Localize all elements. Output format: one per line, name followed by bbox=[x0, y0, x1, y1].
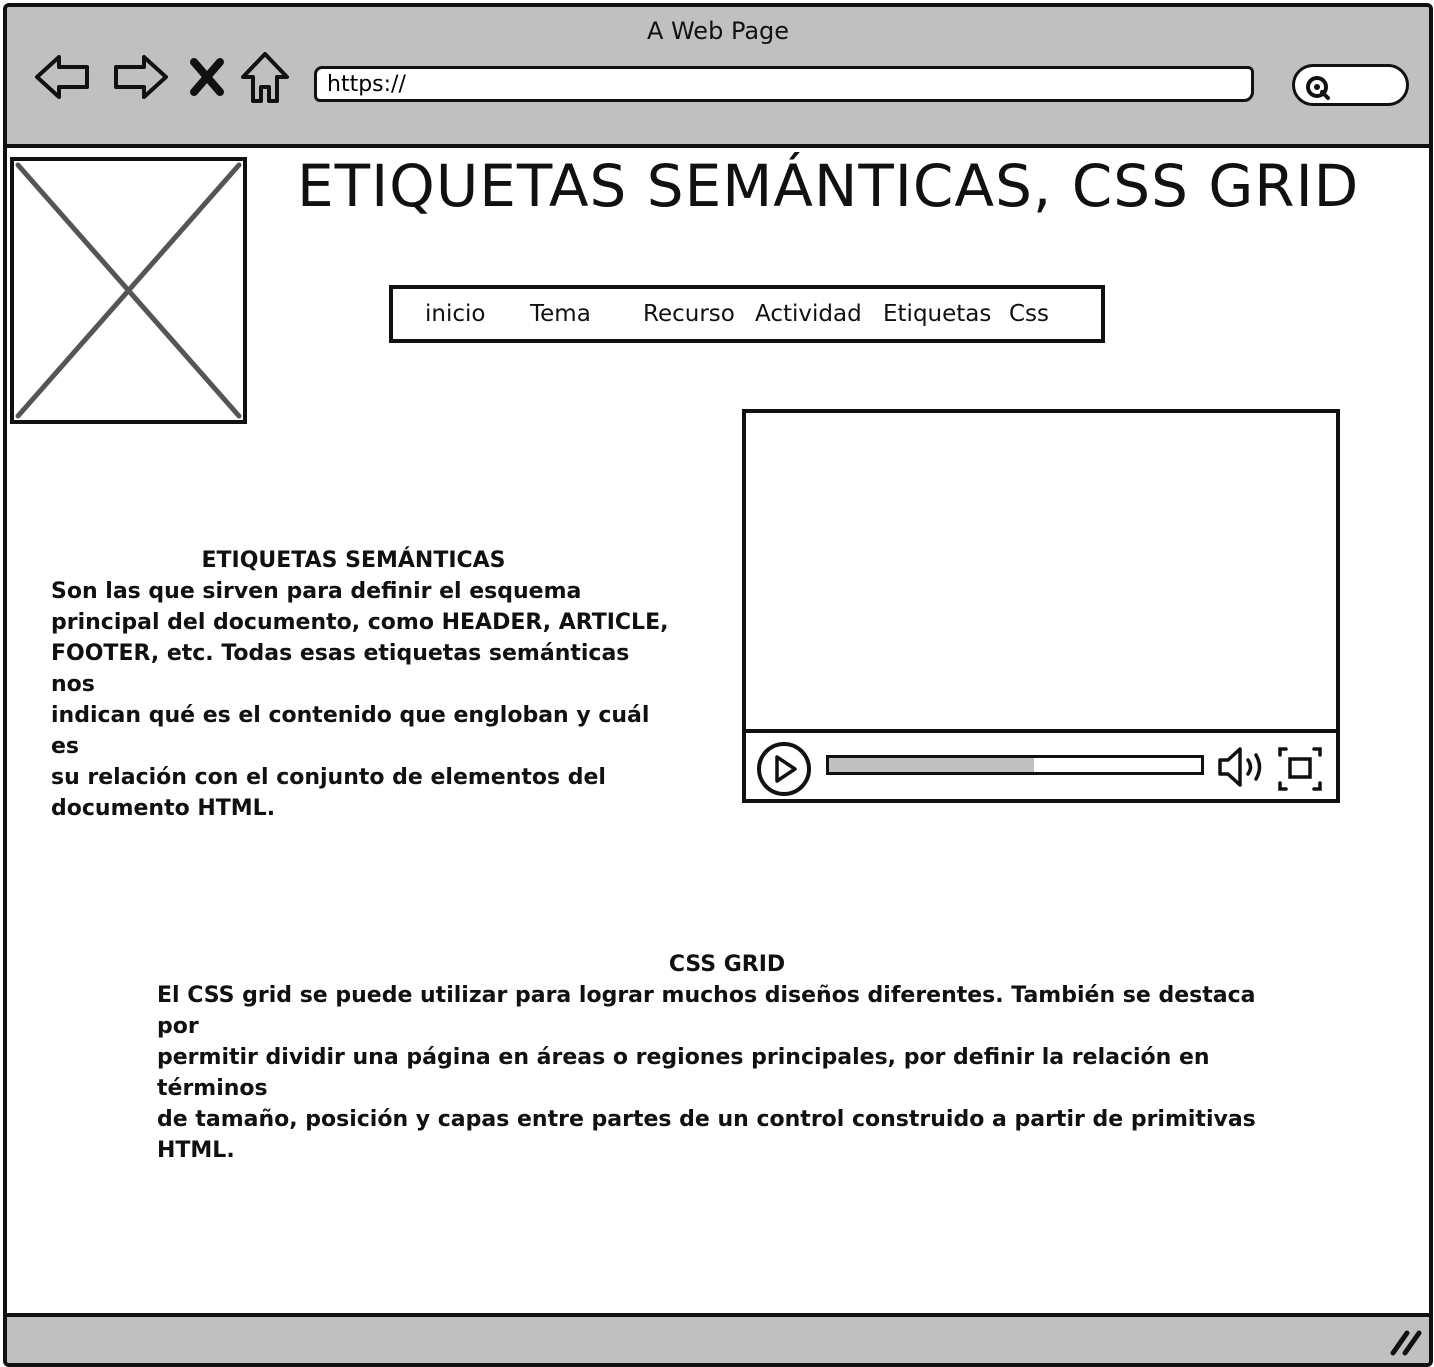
volume-icon[interactable] bbox=[1216, 745, 1268, 789]
play-icon[interactable] bbox=[756, 741, 812, 797]
home-icon[interactable] bbox=[239, 49, 291, 107]
nav-item-etiquetas[interactable]: Etiquetas bbox=[883, 301, 992, 327]
semantic-tags-section bbox=[51, 545, 676, 824]
video-controls bbox=[746, 729, 1336, 799]
logo-image-placeholder bbox=[10, 157, 247, 424]
video-progress-bar[interactable] bbox=[826, 755, 1204, 775]
video-progress-fill bbox=[829, 758, 1034, 772]
browser-toolbar bbox=[7, 7, 1429, 148]
search-field[interactable] bbox=[1292, 64, 1409, 106]
paragraph-line: su relación con el conjunto de elementos del bbox=[51, 765, 606, 790]
close-icon[interactable] bbox=[189, 57, 225, 97]
fullscreen-icon[interactable] bbox=[1276, 745, 1324, 793]
main-nav bbox=[389, 285, 1105, 343]
browser-window bbox=[3, 3, 1433, 1367]
paragraph-line: permitir dividir una página en áreas o regiones principales, por definir la relación en términos bbox=[157, 1045, 1210, 1101]
forward-icon[interactable] bbox=[110, 49, 170, 105]
paragraph-line: indican qué es el contenido que engloban y cuál es bbox=[51, 703, 650, 759]
paragraph-line: de tamaño, posición y capas entre partes de un control construido a partir de primitivas HTML. bbox=[157, 1107, 1256, 1163]
nav-item-actividad[interactable]: Actividad bbox=[755, 301, 862, 327]
video-player[interactable] bbox=[742, 409, 1340, 803]
paragraph-line: El CSS grid se puede utilizar para lograr muchos diseños diferentes. También se destaca por bbox=[157, 983, 1256, 1039]
paragraph-line: principal del documento, como HEADER, ARTICLE, bbox=[51, 610, 669, 635]
search-icon[interactable] bbox=[1305, 75, 1331, 101]
address-bar[interactable] bbox=[314, 66, 1254, 102]
nav-item-css[interactable]: Css bbox=[1009, 301, 1050, 327]
status-bar bbox=[7, 1313, 1429, 1363]
paragraph-line: Son las que sirven para definir el esquema bbox=[51, 579, 582, 604]
section-title: ETIQUETAS SEMÁNTICAS bbox=[201, 548, 506, 573]
image-placeholder-icon bbox=[14, 161, 243, 420]
resize-grip-icon[interactable] bbox=[1389, 1327, 1423, 1357]
css-grid-section bbox=[157, 949, 1297, 1166]
section-title: CSS GRID bbox=[668, 952, 786, 977]
nav-item-inicio[interactable]: inicio bbox=[425, 301, 486, 327]
nav-item-recurso[interactable]: Recurso bbox=[643, 301, 735, 327]
paragraph-line: FOOTER, etc. Todas esas etiquetas semánticas nos bbox=[51, 641, 630, 697]
nav-item-tema[interactable]: Tema bbox=[530, 301, 591, 327]
page-title: ETIQUETAS SEMÁNTICAS, CSS GRID bbox=[297, 152, 1360, 220]
paragraph-line: documento HTML. bbox=[51, 796, 276, 821]
window-title: A Web Page bbox=[646, 17, 790, 45]
back-icon[interactable] bbox=[33, 49, 93, 105]
